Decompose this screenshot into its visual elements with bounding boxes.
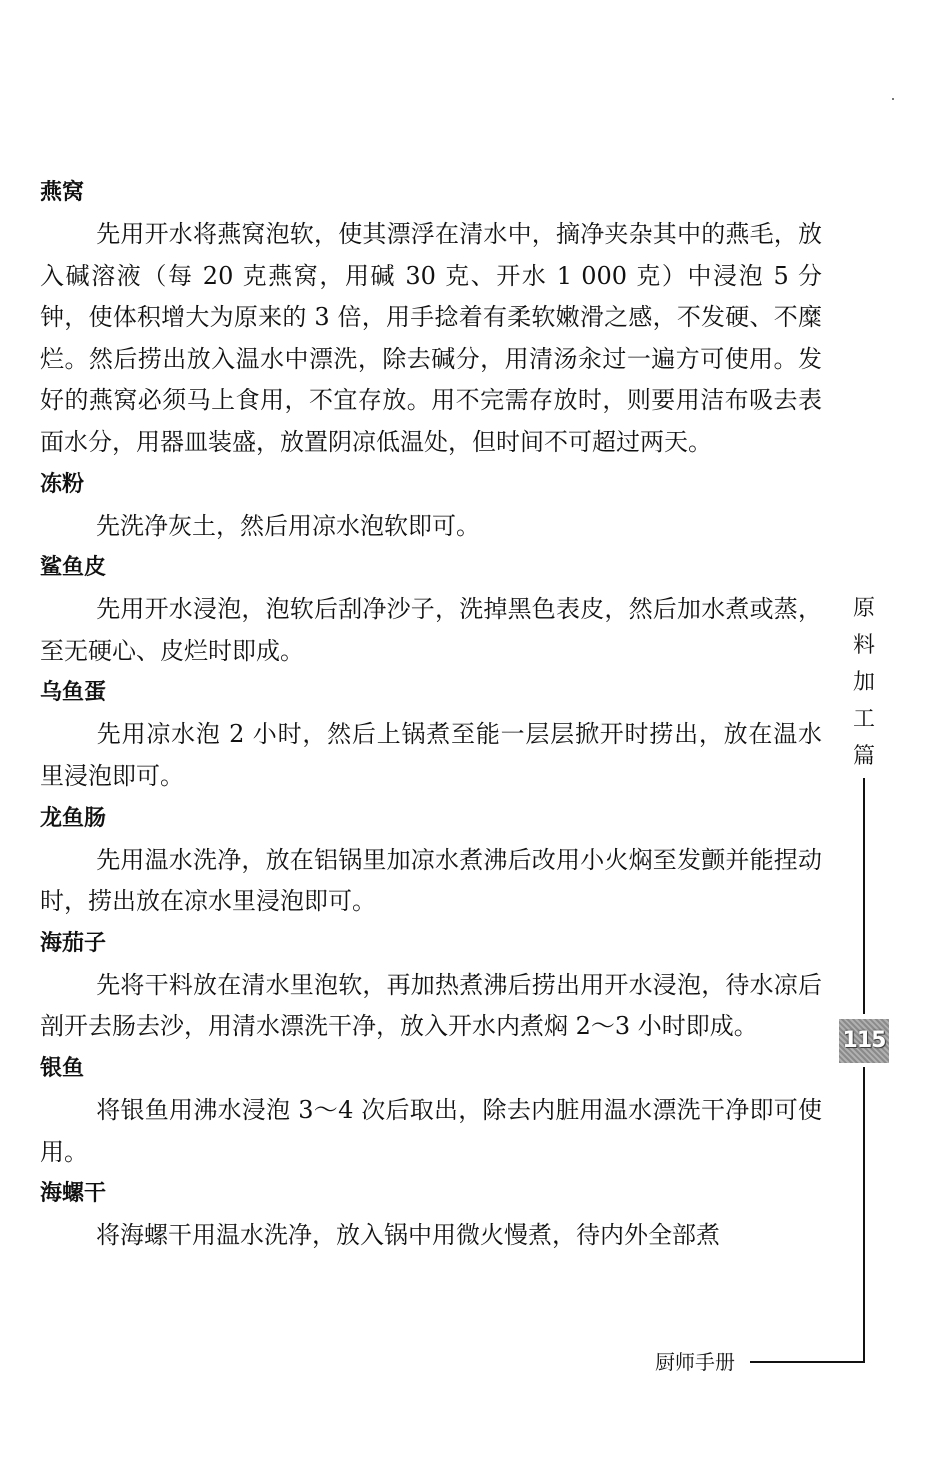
section-paragraph: [40, 589, 822, 672]
side-title-char: 工: [852, 707, 875, 732]
paragraph-text: 先用开水将燕窝泡软，使其漂浮在清水中，摘净夹杂其中的燕毛，放入碱溶液（每 20 克燕窝，用碱 30 克、开水 1 000 克）中浸泡 5 分钟，使体积增大为原来的 3 倍，用手捻着有柔软嫩滑之感，不发硬、不糜烂。然后捞出放入温水中漂洗，除去碱分，用清汤汆过一遍方可使用。发好的燕窝必须马上食用，不宜存放。用不完需存放时，则要用洁布吸去表面水分，用器皿装盛，放置阴凉低温处，但时间不可超过两天。: [40, 220, 822, 456]
footer-rule: [750, 1361, 865, 1363]
side-title-char: 加: [852, 670, 875, 695]
section-heading: 海螺干: [40, 1181, 107, 1207]
paragraph-text: 先将干料放在清水里泡软，再加热煮沸后捞出用开水浸泡，待水凉后剖开去肠去沙，用清水漂洗干净，放入开水内煮焖 2～3 小时即成。: [40, 970, 822, 1041]
section-paragraph: [40, 840, 822, 923]
section-heading: 鲨鱼皮: [40, 555, 107, 581]
section-paragraph: [40, 714, 822, 797]
section-paragraph: [40, 965, 822, 1048]
section-heading: 乌鱼蛋: [40, 680, 107, 706]
paragraph-text: 将海螺干用温水洗净，放入锅中用微火慢煮，待内外全部煮: [96, 1221, 720, 1250]
section-paragraph: [40, 214, 822, 464]
section-paragraph: [40, 506, 822, 548]
side-rule-lower: [863, 1067, 865, 1363]
section-side-title: [850, 590, 878, 775]
footer-book-title: 厨师手册: [655, 1350, 735, 1374]
section-heading: 燕窝: [40, 180, 85, 205]
side-title-char: 篇: [852, 744, 875, 769]
scan-speck: [892, 98, 894, 100]
paragraph-text: 先用温水洗净，放在铝锅里加凉水煮沸后改用小火焖至发颤并能捏动时，捞出放在凉水里浸泡即可。: [40, 845, 822, 916]
paragraph-text: 将银鱼用沸水浸泡 3～4 次后取出，除去内脏用温水漂洗干净即可使用。: [40, 1095, 822, 1166]
section-paragraph: [40, 1215, 822, 1257]
paragraph-text: 先用开水浸泡，泡软后刮净沙子，洗掉黑色表皮，然后加水煮或蒸，至无硬心、皮烂时即成。: [40, 595, 822, 665]
side-rule-upper: [863, 778, 865, 1014]
section-heading: 海茄子: [40, 930, 107, 956]
side-title-char: 原: [852, 596, 875, 621]
section-heading: 龙鱼肠: [40, 805, 107, 831]
main-content: [40, 172, 822, 1257]
section-heading: 银鱼: [40, 1055, 85, 1081]
paragraph-text: 先洗净灰土，然后用凉水泡软即可。: [96, 511, 480, 540]
side-title-char: 料: [852, 633, 875, 658]
section-heading: 冻粉: [40, 471, 85, 497]
paragraph-text: 先用凉水泡 2 小时，然后上锅煮至能一层层掀开时捞出，放在温水里浸泡即可。: [40, 720, 822, 790]
section-paragraph: [40, 1090, 822, 1173]
page-number-badge: 115: [839, 1019, 889, 1063]
